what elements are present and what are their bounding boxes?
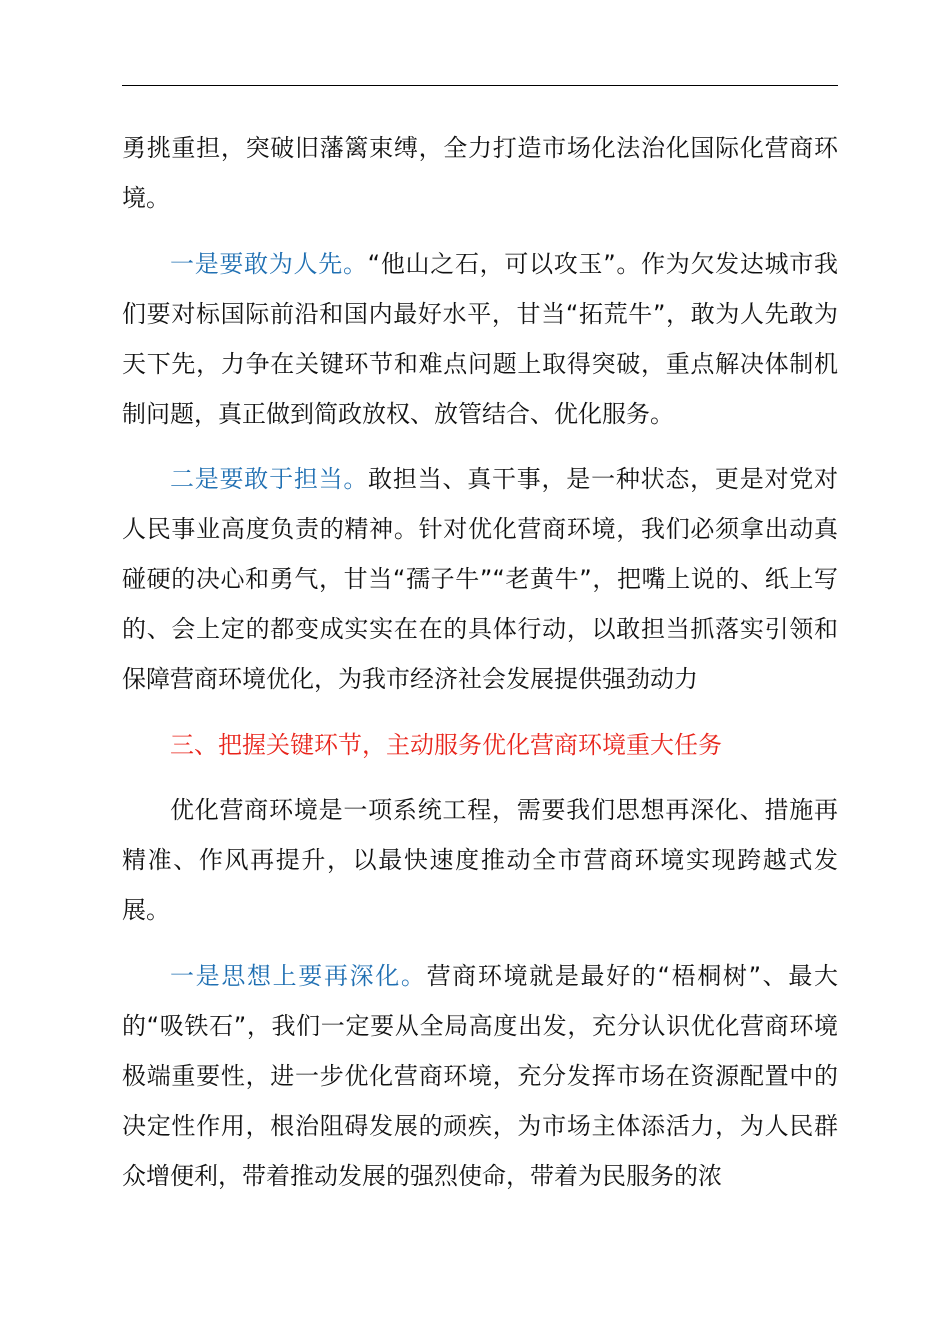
paragraph-lead-keyword: 一是要敢为人先。 (170, 249, 368, 278)
paragraph-lead-keyword: 二是要敢于担当。 (170, 465, 369, 493)
paragraph-text: 敢担当、真干事，是一种状态，更是对党对人民事业高度负责的精神。针对优化营商环境，我们必须拿出动真碰硬的决心和勇气，甘当“孺子牛”“老黄牛”，把嘴上说的、纸上写的、会上定的都变成实实在在的具体行动，以敢担当抓落实引领和保障营商环境优化，为我市经济社会发展提供强劲动力 (122, 465, 839, 693)
header-rule (122, 85, 838, 86)
paragraph-deepen-thinking (122, 951, 838, 1201)
paragraph-text: “他山之石，可以攻玉”。作为欠发达城市我们要对标国际前沿和国内最好水平，甘当“拓荒牛”，敢为人先敢为天下先，力争在关键环节和难点问题上取得突破，重点解决体制机制问题，真正做到简政放权、放管结合、优化服务。 (122, 249, 838, 428)
document-body (122, 123, 838, 1201)
paragraph-dare-to-lead (122, 239, 838, 439)
paragraph-text: 勇挑重担，突破旧藩篱束缚，全力打造市场化法治化国际化营商环境。 (122, 134, 838, 212)
paragraph-dare-to-take-responsibility (122, 454, 838, 704)
section-heading-three (122, 720, 838, 770)
section-heading-text: 三、把握关键环节，主动服务优化营商环境重大任务 (170, 730, 722, 759)
paragraph-continuation (122, 123, 838, 223)
paragraph-text: 营商环境就是最好的“梧桐树”、最大的“吸铁石”，我们一定要从全局高度出发，充分认识优化营商环境极端重要性，进一步优化营商环境，充分发挥市场在资源配置中的决定性作用，根治阻碍发展的顽疾，为市场主体添活力，为人民群众增便利，带着推动发展的强烈使命，带着为民服务的浓 (122, 961, 838, 1190)
paragraph-lead-keyword: 一是思想上要再深化。 (170, 961, 427, 990)
paragraph-text: 优化营商环境是一项系统工程，需要我们思想再深化、措施再精准、作风再提升，以最快速度推动全市营商环境实现跨越式发展。 (122, 796, 838, 924)
paragraph-section-intro (122, 785, 838, 935)
